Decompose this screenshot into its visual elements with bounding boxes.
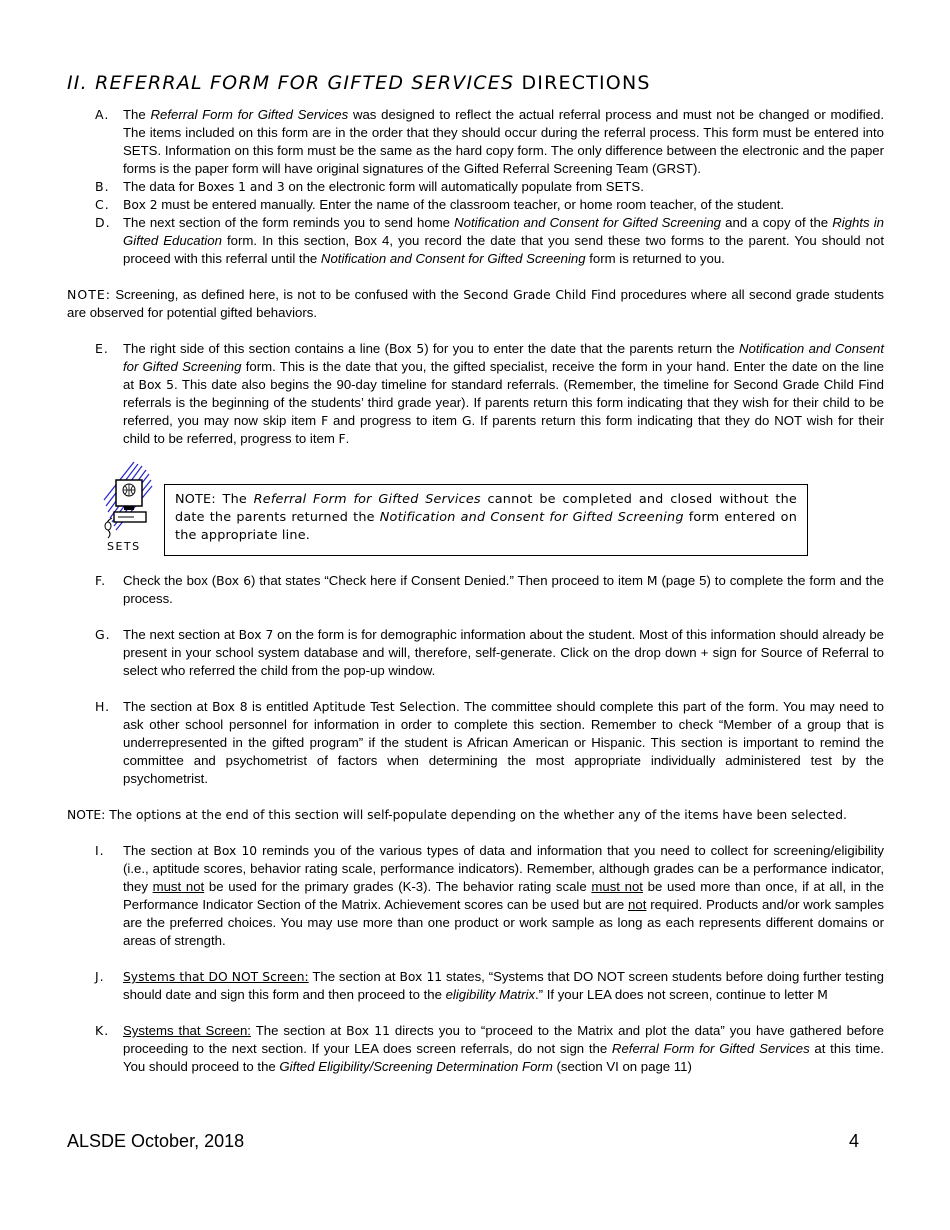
note-box: NOTE: The Referral Form for Gifted Services cannot be completed and closed without the date the parents returned the Notification and Consent for Gifted Screening form entered on the appropriate line.	[164, 484, 808, 556]
list-item-k: K. Systems that Screen: The section at Box 11 directs you to “proceed to the Matrix and plot the data” you have gathered before proceeding to the next section. If your LEA does screen referrals, do not sign the Referral Form for Gifted Services at this time. You should proceed to the Gifted Eligibility/Screening Determination Form (section VI on page 11)	[95, 1023, 884, 1074]
sets-note-row	[67, 460, 884, 556]
section-title-italic: II. REFERRAL FORM FOR GIFTED SERVICES	[67, 72, 515, 94]
list-item-a: A. The Referral Form for Gifted Services was designed to reflect the actual referral process and must not be changed or modified. The items included on this form are in the order that they should occur during the referral process. This form must be entered into SETS. Information on this form must be the same as the hard copy form. The only difference between the electronic and the paper forms is the paper form will have original signatures of the Gifted Referral Screening Team (GRST).	[95, 107, 885, 176]
list-item-h: H. The section at Box 8 is entitled Aptitude Test Selection. The committee should complete this part of the form. You may need to ask other school personnel for information in order to complete this section. Remember to check “Member of a group that is underrepresented in the gifted program” if the student is African American or Hispanic. This section is important to remind the committee and psychometrist of factors when determining the most appropriate individually administered test by the psychometrist.	[95, 699, 885, 786]
list-item-d: D. The next section of the form reminds you to send home Notification and Consent for Gifted Screening and a copy of the Rights in Gifted Education form. In this section, Box 4, you record the date that you send these two forms to the parent. You should not proceed with this referral until the Notification and Consent for Gifted Screening form is returned to you.	[95, 215, 884, 266]
note-self-populate: NOTE: The options at the end of this section will self-populate depending on the whether any of the items have been selected.	[67, 808, 847, 822]
page-number: 4	[848, 1131, 859, 1151]
section-title-plain: DIRECTIONS	[514, 72, 651, 94]
footer-source: ALSDE October, 2018	[67, 1131, 245, 1151]
list-item-e: E. The right side of this section contains a line (Box 5) for you to enter the date that the parents return the Notification and Consent for Gifted Screening form. This is the date that you, the gifted specialist, receive the form in your hand. Enter the date on the line at Box 5. This date also begins the 90-day timeline for standard referrals. (Remember, the timeline for Second Grade Child Find referrals is the beginning of the students’ third grade year). If parents return this form indicating that they wish for their child to be referred, you may now skip item F and progress to item G. If parents return this form indicating that they do NOT wish for their child to be referred, progress to item F.	[95, 341, 884, 446]
list-item-c: C. Box 2 must be entered manually. Enter the name of the classroom teacher, or home room teacher, of the student.	[95, 197, 785, 212]
document-page	[67, 72, 884, 1076]
list-item-f: F. Check the box (Box 6) that states “Check here if Consent Denied.” Then proceed to item M (page 5) to complete the form and the process.	[95, 573, 884, 606]
page-footer	[67, 1131, 859, 1152]
list-item-g: G. The next section at Box 7 on the form is for demographic information about the student. Most of this information should already be present in your school system database and will, therefore, self-generate. Click on the drop down + sign for Source of Referral to select who referred the child from the pop-up window.	[95, 627, 885, 678]
note-screening: NOTE: Screening, as defined here, is not to be confused with the Second Grade Child Find procedures where all second grade students are observed for potential gifted behaviors.	[67, 287, 884, 320]
sets-icon-label: SETS	[107, 540, 141, 553]
list-item-j: J. Systems that DO NOT Screen: The section at Box 11 states, “Systems that DO NOT screen students before doing further testing should date and sign this form and then proceed to the eligibility Matrix.” If your LEA does not screen, continue to letter M	[95, 969, 884, 1002]
list-item-b: B. The data for Boxes 1 and 3 on the electronic form will automatically populate from SETS.	[95, 179, 644, 194]
list-item-i: I. The section at Box 10 reminds you of the various types of data and information that you need to collect for screening/eligibility (i.e., aptitude scores, behavior rating scale, performance indicators). Remember, although grades can be a performance indicator, they must not be used for the primary grades (K-3). The behavior rating scale must not be used more than once, if at all, in the Performance Indicator Section of the Matrix. Achievement scores can be used but are not required. Products and/or work samples are the preferred choices. You may use more than one product or work sample as long as each represents different domains or areas of strength.	[95, 843, 884, 948]
section-title	[67, 72, 884, 94]
